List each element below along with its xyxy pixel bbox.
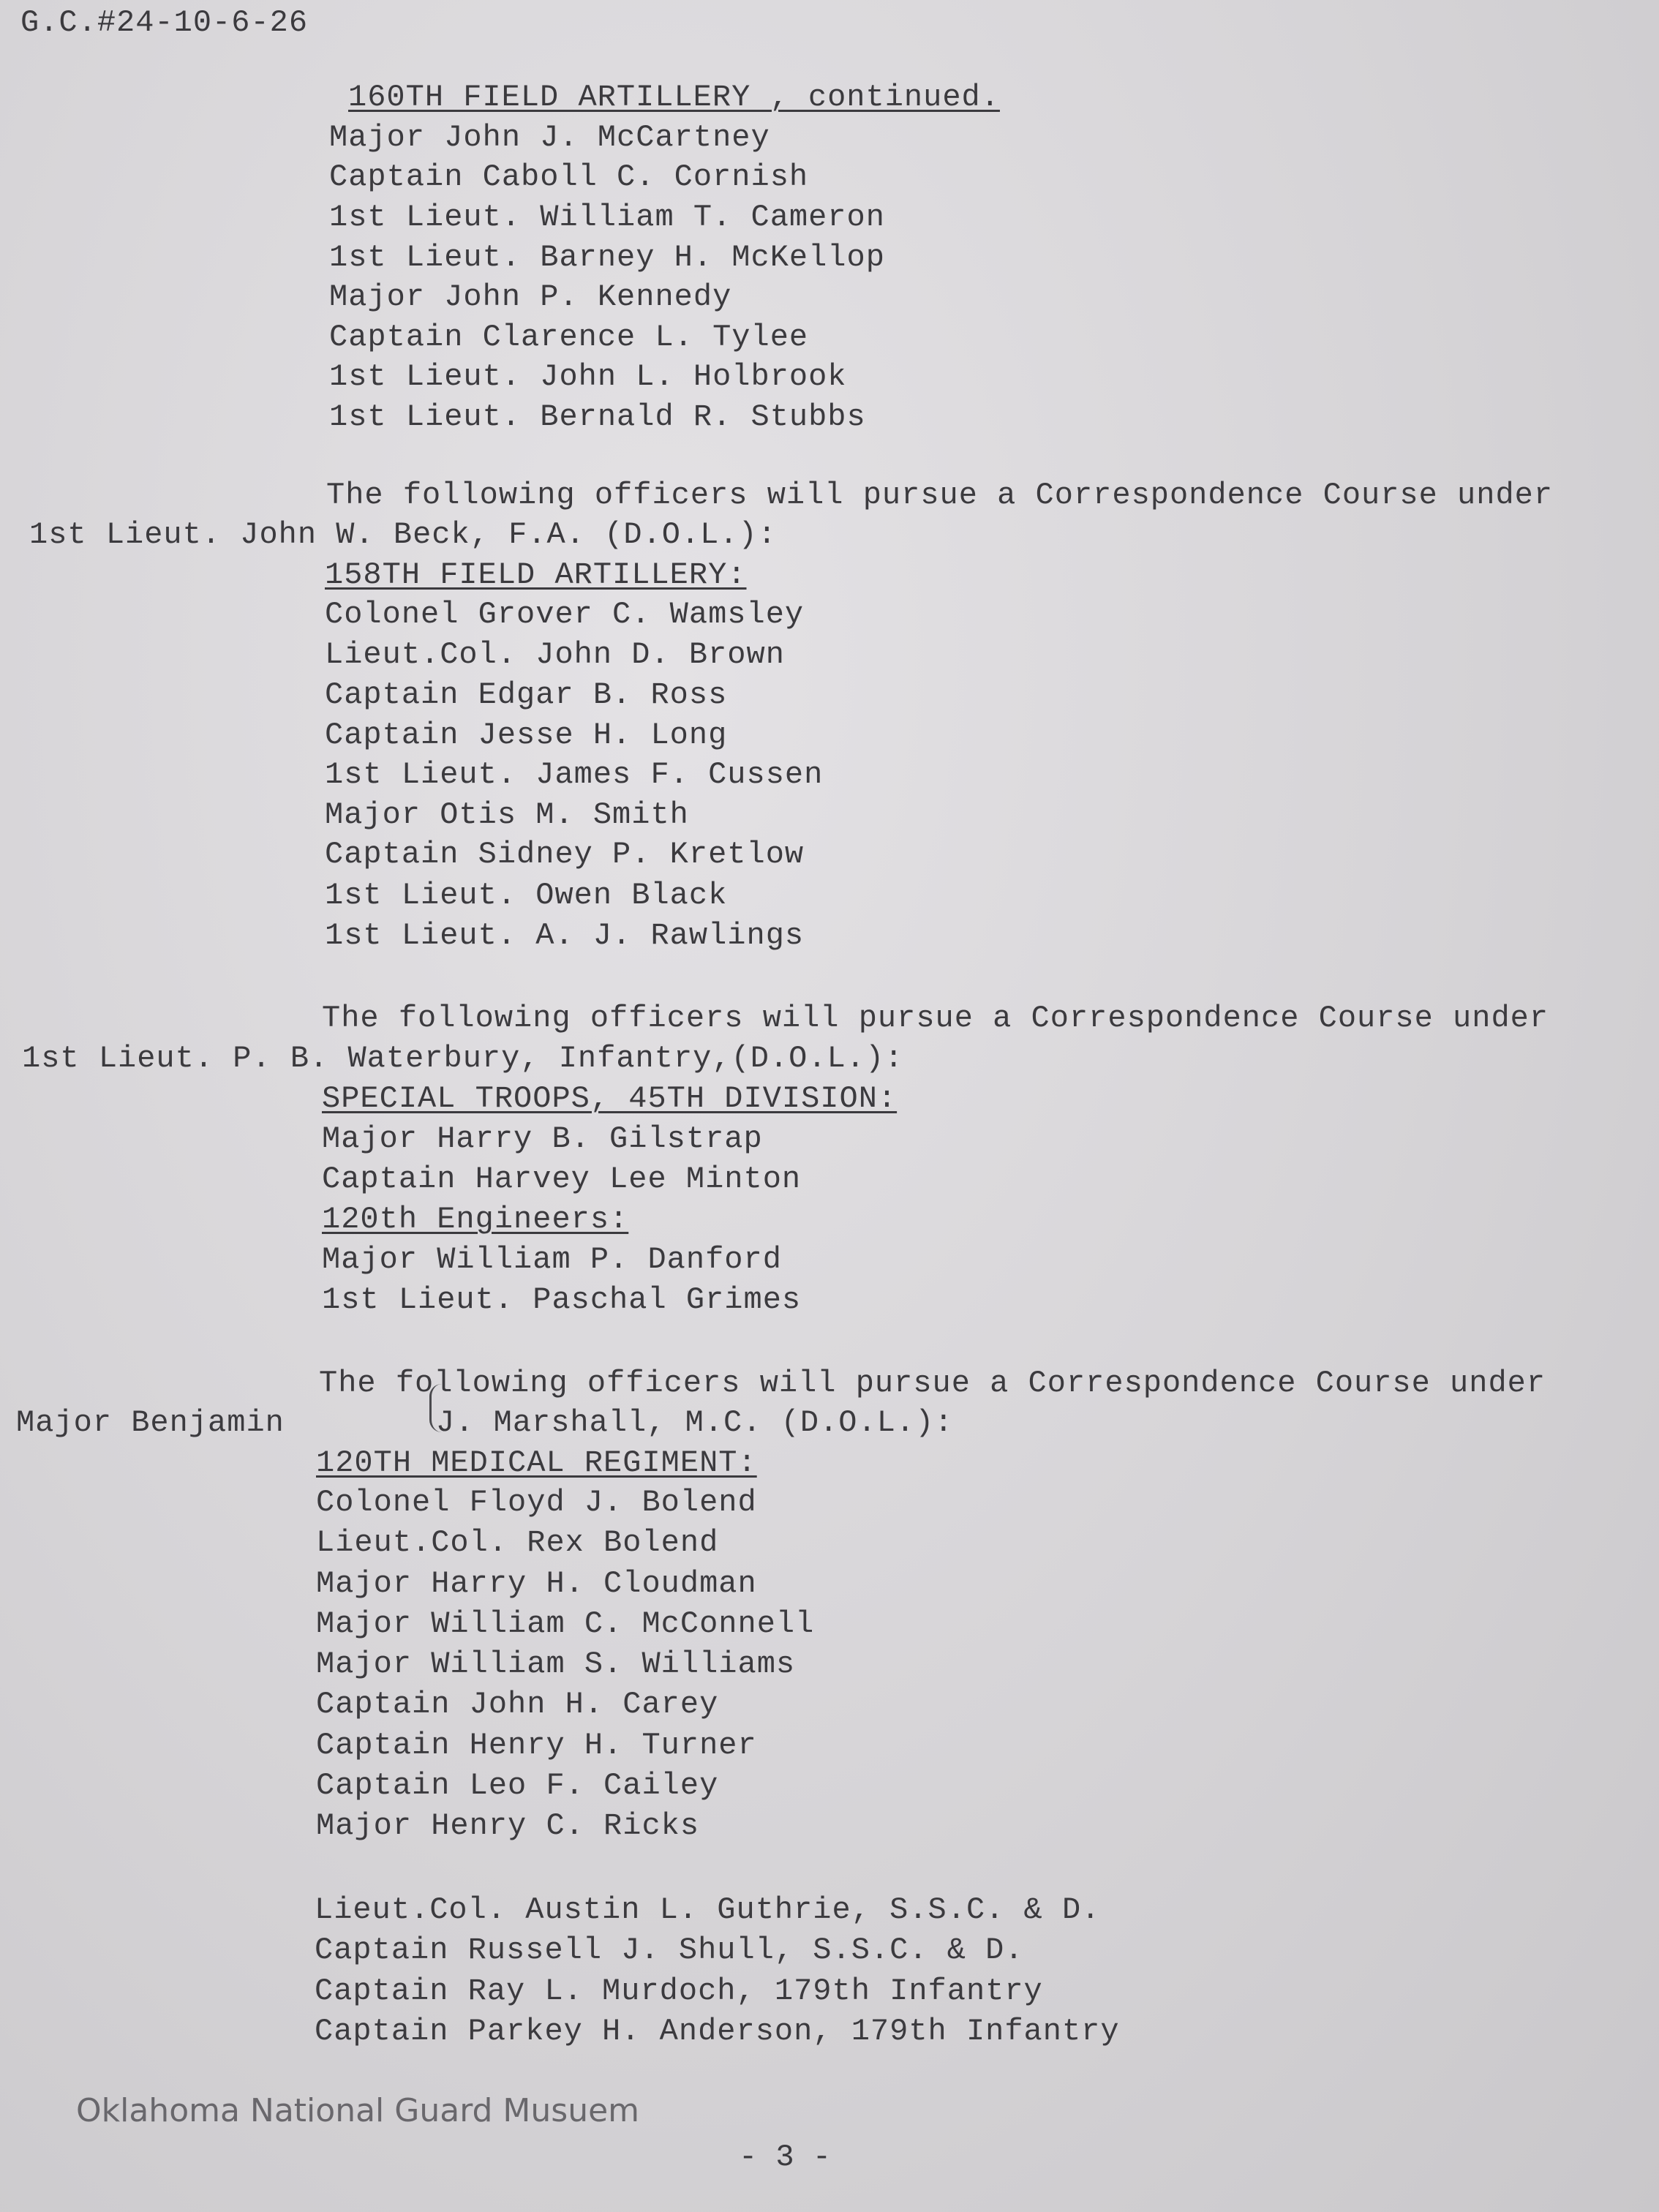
paragraph-intro-continued: Major Benjamin xyxy=(16,1405,285,1440)
officer-line: Captain Edgar B. Ross xyxy=(325,677,728,712)
officer-line: Captain Henry H. Turner xyxy=(316,1728,757,1763)
officer-line: Captain Harvey Lee Minton xyxy=(322,1162,802,1197)
officer-line: Colonel Floyd J. Bolend xyxy=(316,1485,757,1520)
paragraph-intro-continued: 1st Lieut. John W. Beck, F.A. (D.O.L.): xyxy=(29,517,777,552)
paragraph-intro: The following officers will pursue a Correspondence Course under xyxy=(319,1366,1546,1401)
section-title-120th-engineers: 120th Engineers: xyxy=(322,1202,629,1237)
officer-line: Major William S. Williams xyxy=(316,1647,796,1682)
officer-line: Major John P. Kennedy xyxy=(329,279,732,315)
section-title-158th-field-artillery: 158TH FIELD ARTILLERY: xyxy=(325,557,747,592)
officer-line: Captain Leo F. Cailey xyxy=(316,1768,719,1803)
officer-line: 1st Lieut. Owen Black xyxy=(325,878,728,913)
officer-line: Captain Jesse H. Long xyxy=(325,718,728,753)
officer-line: Lieut.Col. Austin L. Guthrie, S.S.C. & D. xyxy=(315,1892,1101,1927)
officer-line: Captain Ray L. Murdoch, 179th Infantry xyxy=(315,1974,1043,2009)
officer-line: Captain Russell J. Shull, S.S.C. & D. xyxy=(315,1933,1024,1968)
officer-line: 1st Lieut. John L. Holbrook xyxy=(329,359,847,394)
officer-line: Major William P. Danford xyxy=(322,1242,782,1277)
officer-line: 1st Lieut. Bernald R. Stubbs xyxy=(329,399,866,434)
officer-line: Major Harry H. Cloudman xyxy=(316,1566,757,1601)
section-title-special-troops: SPECIAL TROOPS, 45TH DIVISION: xyxy=(322,1081,898,1116)
officer-line: 1st Lieut. William T. Cameron xyxy=(329,200,885,235)
officer-line: Major Henry C. Ricks xyxy=(316,1808,700,1843)
section-title-120th-medical-regiment: 120TH MEDICAL REGIMENT: xyxy=(316,1445,757,1481)
officer-line: Lieut.Col. Rex Bolend xyxy=(316,1525,719,1560)
officer-line: 1st Lieut. James F. Cussen xyxy=(325,757,824,792)
paragraph-intro: The following officers will pursue a Correspondence Course under xyxy=(322,1001,1549,1036)
museum-watermark: Oklahoma National Guard Musuem xyxy=(76,2092,640,2129)
paragraph-intro-continued: J. Marshall, M.C. (D.O.L.): xyxy=(436,1405,954,1440)
section-title-160th-field-artillery: 160TH FIELD ARTILLERY , continued. xyxy=(348,80,1000,115)
page-number: - 3 - xyxy=(739,2140,832,2175)
officer-line: 1st Lieut. Paschal Grimes xyxy=(322,1282,802,1317)
officer-line: Major Otis M. Smith xyxy=(325,797,689,832)
officer-line: Captain Sidney P. Kretlow xyxy=(325,837,805,872)
officer-line: Captain Clarence L. Tylee xyxy=(329,320,809,355)
officer-line: Colonel Grover C. Wamsley xyxy=(325,597,805,632)
officer-line: Captain John H. Carey xyxy=(316,1687,719,1722)
paragraph-intro: The following officers will pursue a Correspondence Course under xyxy=(326,478,1554,513)
officer-line: Major John J. McCartney xyxy=(329,120,770,155)
officer-line: Captain Caboll C. Cornish xyxy=(329,159,809,195)
document-reference: G.C.#24-10-6-26 xyxy=(20,5,309,40)
officer-line: Major William C. McConnell xyxy=(316,1606,815,1641)
officer-line: Captain Parkey H. Anderson, 179th Infantry xyxy=(315,2014,1120,2049)
paragraph-intro-continued: 1st Lieut. P. B. Waterbury, Infantry,(D.O.L.): xyxy=(22,1041,904,1076)
officer-line: 1st Lieut. A. J. Rawlings xyxy=(325,918,805,953)
officer-line: Major Harry B. Gilstrap xyxy=(322,1121,763,1156)
officer-line: 1st Lieut. Barney H. McKellop xyxy=(329,240,885,275)
officer-line: Lieut.Col. John D. Brown xyxy=(325,637,785,672)
